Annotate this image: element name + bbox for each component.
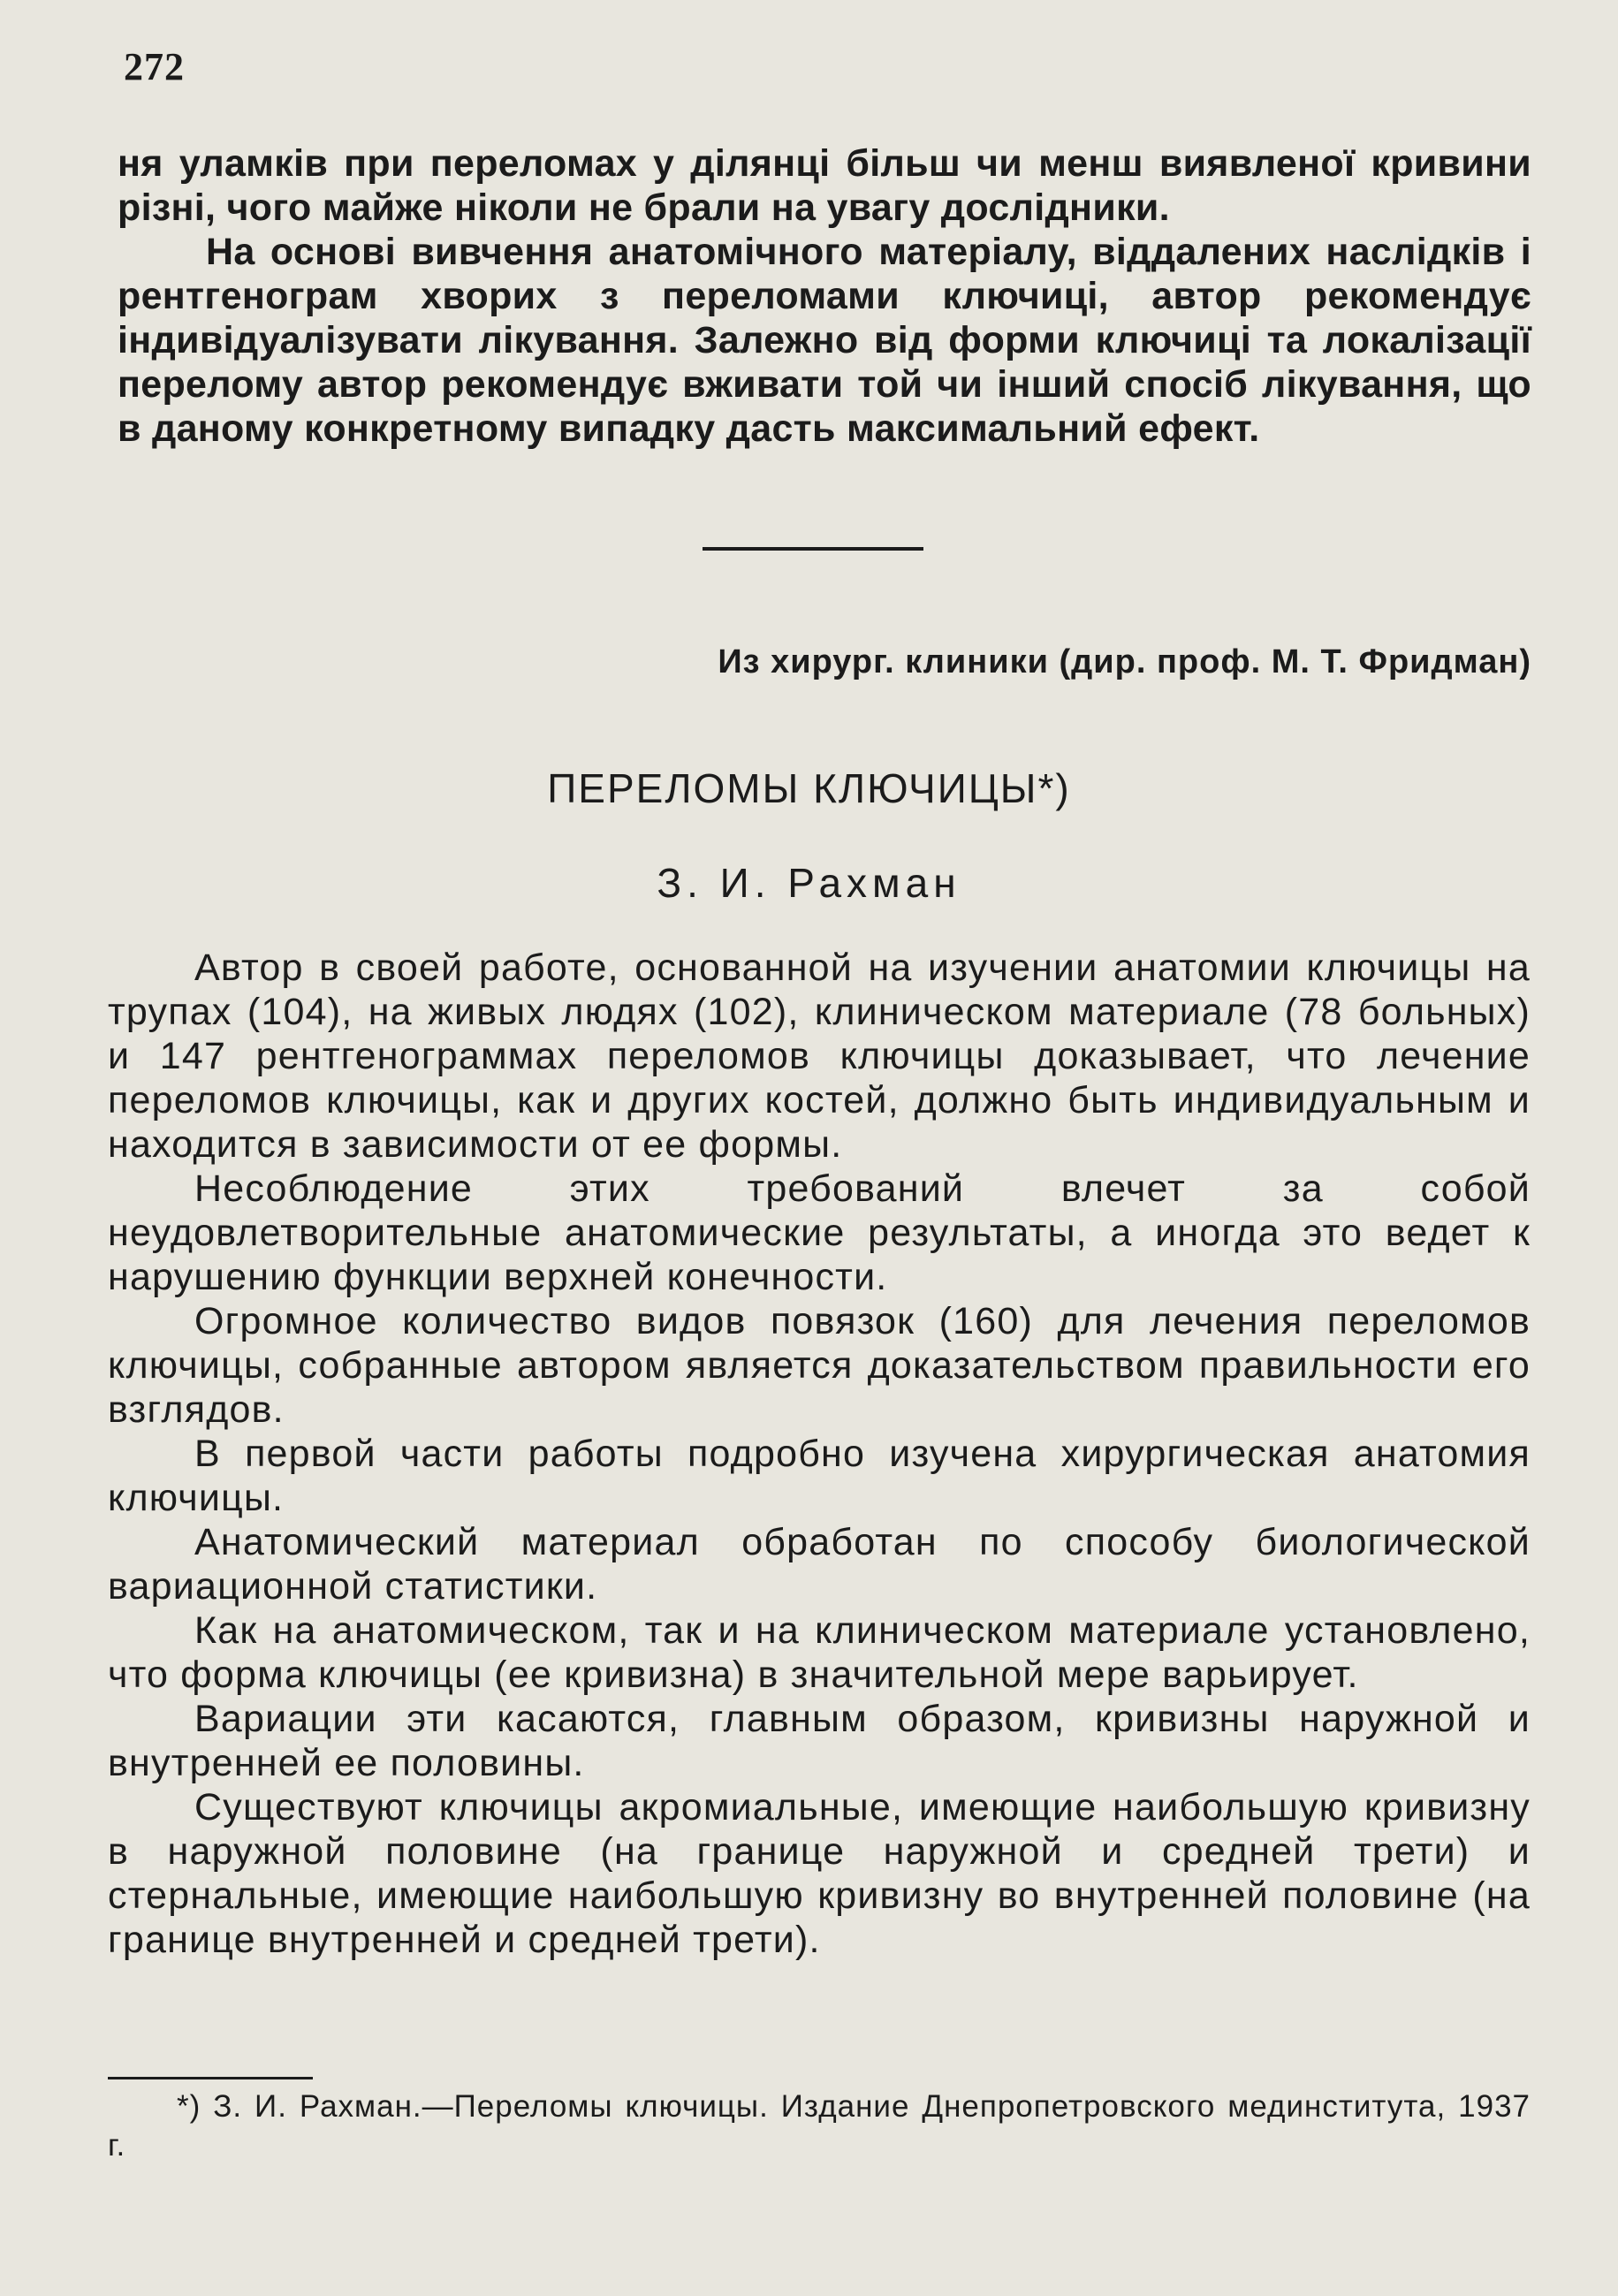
ukrainian-paragraph: ня уламків при переломах у ділянці більш чи менш виявленої кривини різні, чого майже ніколи не брали на увагу дослідники. [118, 142, 1531, 229]
article-paragraph: Вариации эти касаются, главным образом, кривизны наружной и внутренней ее половины. [108, 1698, 1531, 1784]
ukrainian-text-block [118, 141, 1531, 451]
article-paragraph: Автор в своей работе, основанной на изучении анатомии ключицы на трупах (104), на живых людях (102), клиническом материале (78 больных) и 147 рентгенограммах переломов ключицы доказывает, что лечение переломов ключицы, как и других костей, должно быть индивидуальным и находится в зависимости от ее формы. [108, 947, 1531, 1166]
article-paragraph: Огромное количество видов повязок (160) для лечения переломов ключицы, собранные автором является доказательством правильности его взглядов. [108, 1300, 1531, 1431]
affiliation-line: Из хирург. клиники (дир. проф. М. Т. Фридман) [718, 643, 1531, 680]
footnote-divider [108, 2077, 313, 2079]
article-paragraph: Существуют ключицы акромиальные, имеющие наибольшую кривизну в наружной половине (на границе наружной и средней трети) и стернальные, имеющие наибольшую кривизну во внутренней половине (на границе внутренней и средней трети). [108, 1786, 1531, 1961]
article-paragraph: В первой части работы подробно изучена хирургическая анатомия ключицы. [108, 1433, 1531, 1519]
article-body [108, 946, 1531, 1962]
section-divider [703, 547, 923, 551]
article-paragraph: Несоблюдение этих требований влечет за собой неудовлетворительные анатомические результаты, а иногда это ведет к нарушению функции верхней конечности. [108, 1167, 1531, 1298]
article-paragraph: Как на анатомическом, так и на клиническом материале установлено, что форма ключицы (ее кривизна) в значительной мере варьирует. [108, 1609, 1531, 1696]
footnote: *) З. И. Рахман.—Переломы ключицы. Издание Днепропетровского мединститута, 1937 г. [108, 2089, 1531, 2163]
ukrainian-paragraph: На основі вивчення анатомічного матеріалу, віддалених наслідків і рентгенограм хворих з переломами ключиці, автор рекомендує індивідуалізувати лікування. Залежно від форми ключиці та локалізації перелому автор рекомендує вживати той чи інший спосіб лікування, що в даному конкретному випадку дасть максимальний ефект. [118, 231, 1531, 450]
article-author: З. И. Рахман [657, 860, 961, 906]
article-paragraph: Анатомический материал обработан по способу биологической вариационной статистики. [108, 1521, 1531, 1608]
article-title: ПЕРЕЛОМЫ КЛЮЧИЦЫ*) [547, 765, 1071, 811]
page-number: 272 [124, 45, 185, 88]
